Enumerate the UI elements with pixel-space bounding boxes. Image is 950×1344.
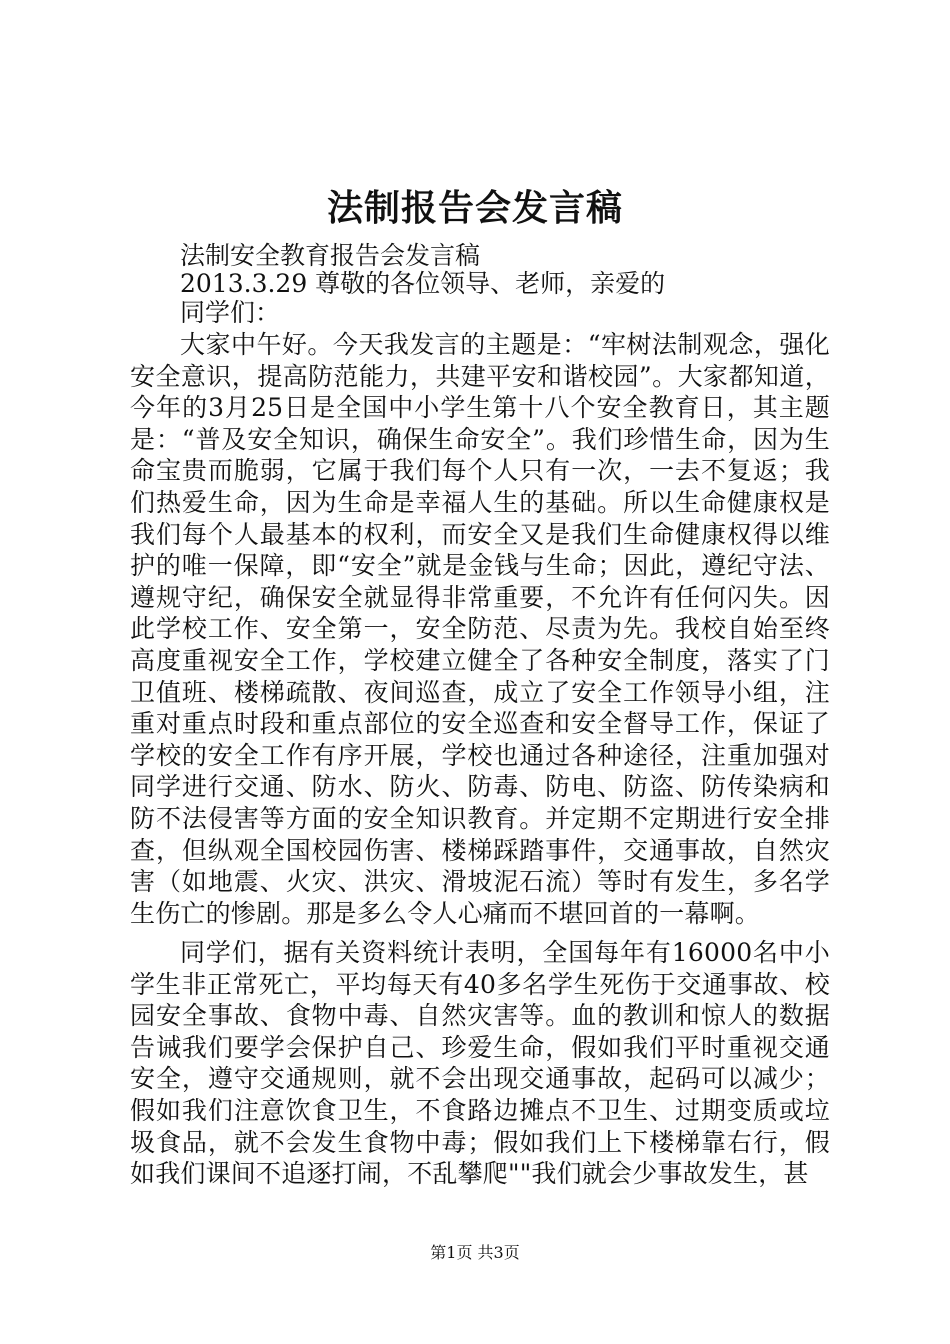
salutation: 同学们： xyxy=(180,298,281,327)
page-title: 法制报告会发言稿 xyxy=(326,187,623,229)
subtitle: 法制安全教育报告会发言稿 xyxy=(180,241,481,270)
paragraph-1: 大家中午好。今天我发言的主题是：“牢树法制观念，强化安全意识，提高防范能力，共建平安和谐校园”。大家都知道，今年的3月25日是全国中小学生第十八个安全教育日，其主题是：“普及安全知识，确保生命安全”。我们珍惜生命，因为生命宝贵而脆弱，它属于我们每个人只有一次，一去不复返；我们热爱生命，因为生命是幸福人生的基础。所以生命健康权是我们每个人最基本的权利，而安全又是我们生命健康权得以维护的唯一保障，即“安全”就是金钱与生命；因此，遵纪守法、遵规守纪，确保安全就显得非常重要，不允许有任何闪失。因此学校工作、安全第一，安全防范、尽责为先。我校自始至终高度重视安全工作，学校建立健全了各种安全制度，落实了门卫值班、楼梯疏散、夜间巡查，成立了安全工作领导小组，注重对重点时段和重点部位的安全巡查和安全督导工作，保证了学校的安全工作有序开展，学校也通过各种途径，注重加强对同学进行交通、防水、防火、防毒、防电、防盗、防传染病和防不法侵害等方面的安全知识教育。并定期不定期进行安全排查，但纵观全国校园伤害、楼梯踩踏事件，交通事故，自然灾害（如地震、火灾、洪灾、滑坡泥石流）等时有发生，多名学生伤亡的惨剧。那是多么令人心痛而不堪回首的一幕啊。 xyxy=(130,330,830,928)
date-line: 2013.3.29 尊敬的各位领导、老师，亲爱的 xyxy=(180,269,666,298)
page-indicator: 第1页 共3页 xyxy=(430,1243,520,1262)
paragraph-2: 同学们，据有关资料统计表明，全国每年有16000名中小学生非正常死亡，平均每天有40多名学生死伤于交通事故、校园安全事故、食物中毒、自然灾害等。血的教训和惊人的数据告诫我们要学会保护自己、珍爱生命，假如我们平时重视交通安全，遵守交通规则，就不会出现交通事故，起码可以减少；假如我们注意饮食卫生，不食路边摊点不卫生、过期变质或垃圾食品，就不会发生食物中毒；假如我们上下楼梯靠右行，假如我们课间不追逐打闹，不乱攀爬""我们就会少事故发生，甚 xyxy=(130,938,830,1189)
